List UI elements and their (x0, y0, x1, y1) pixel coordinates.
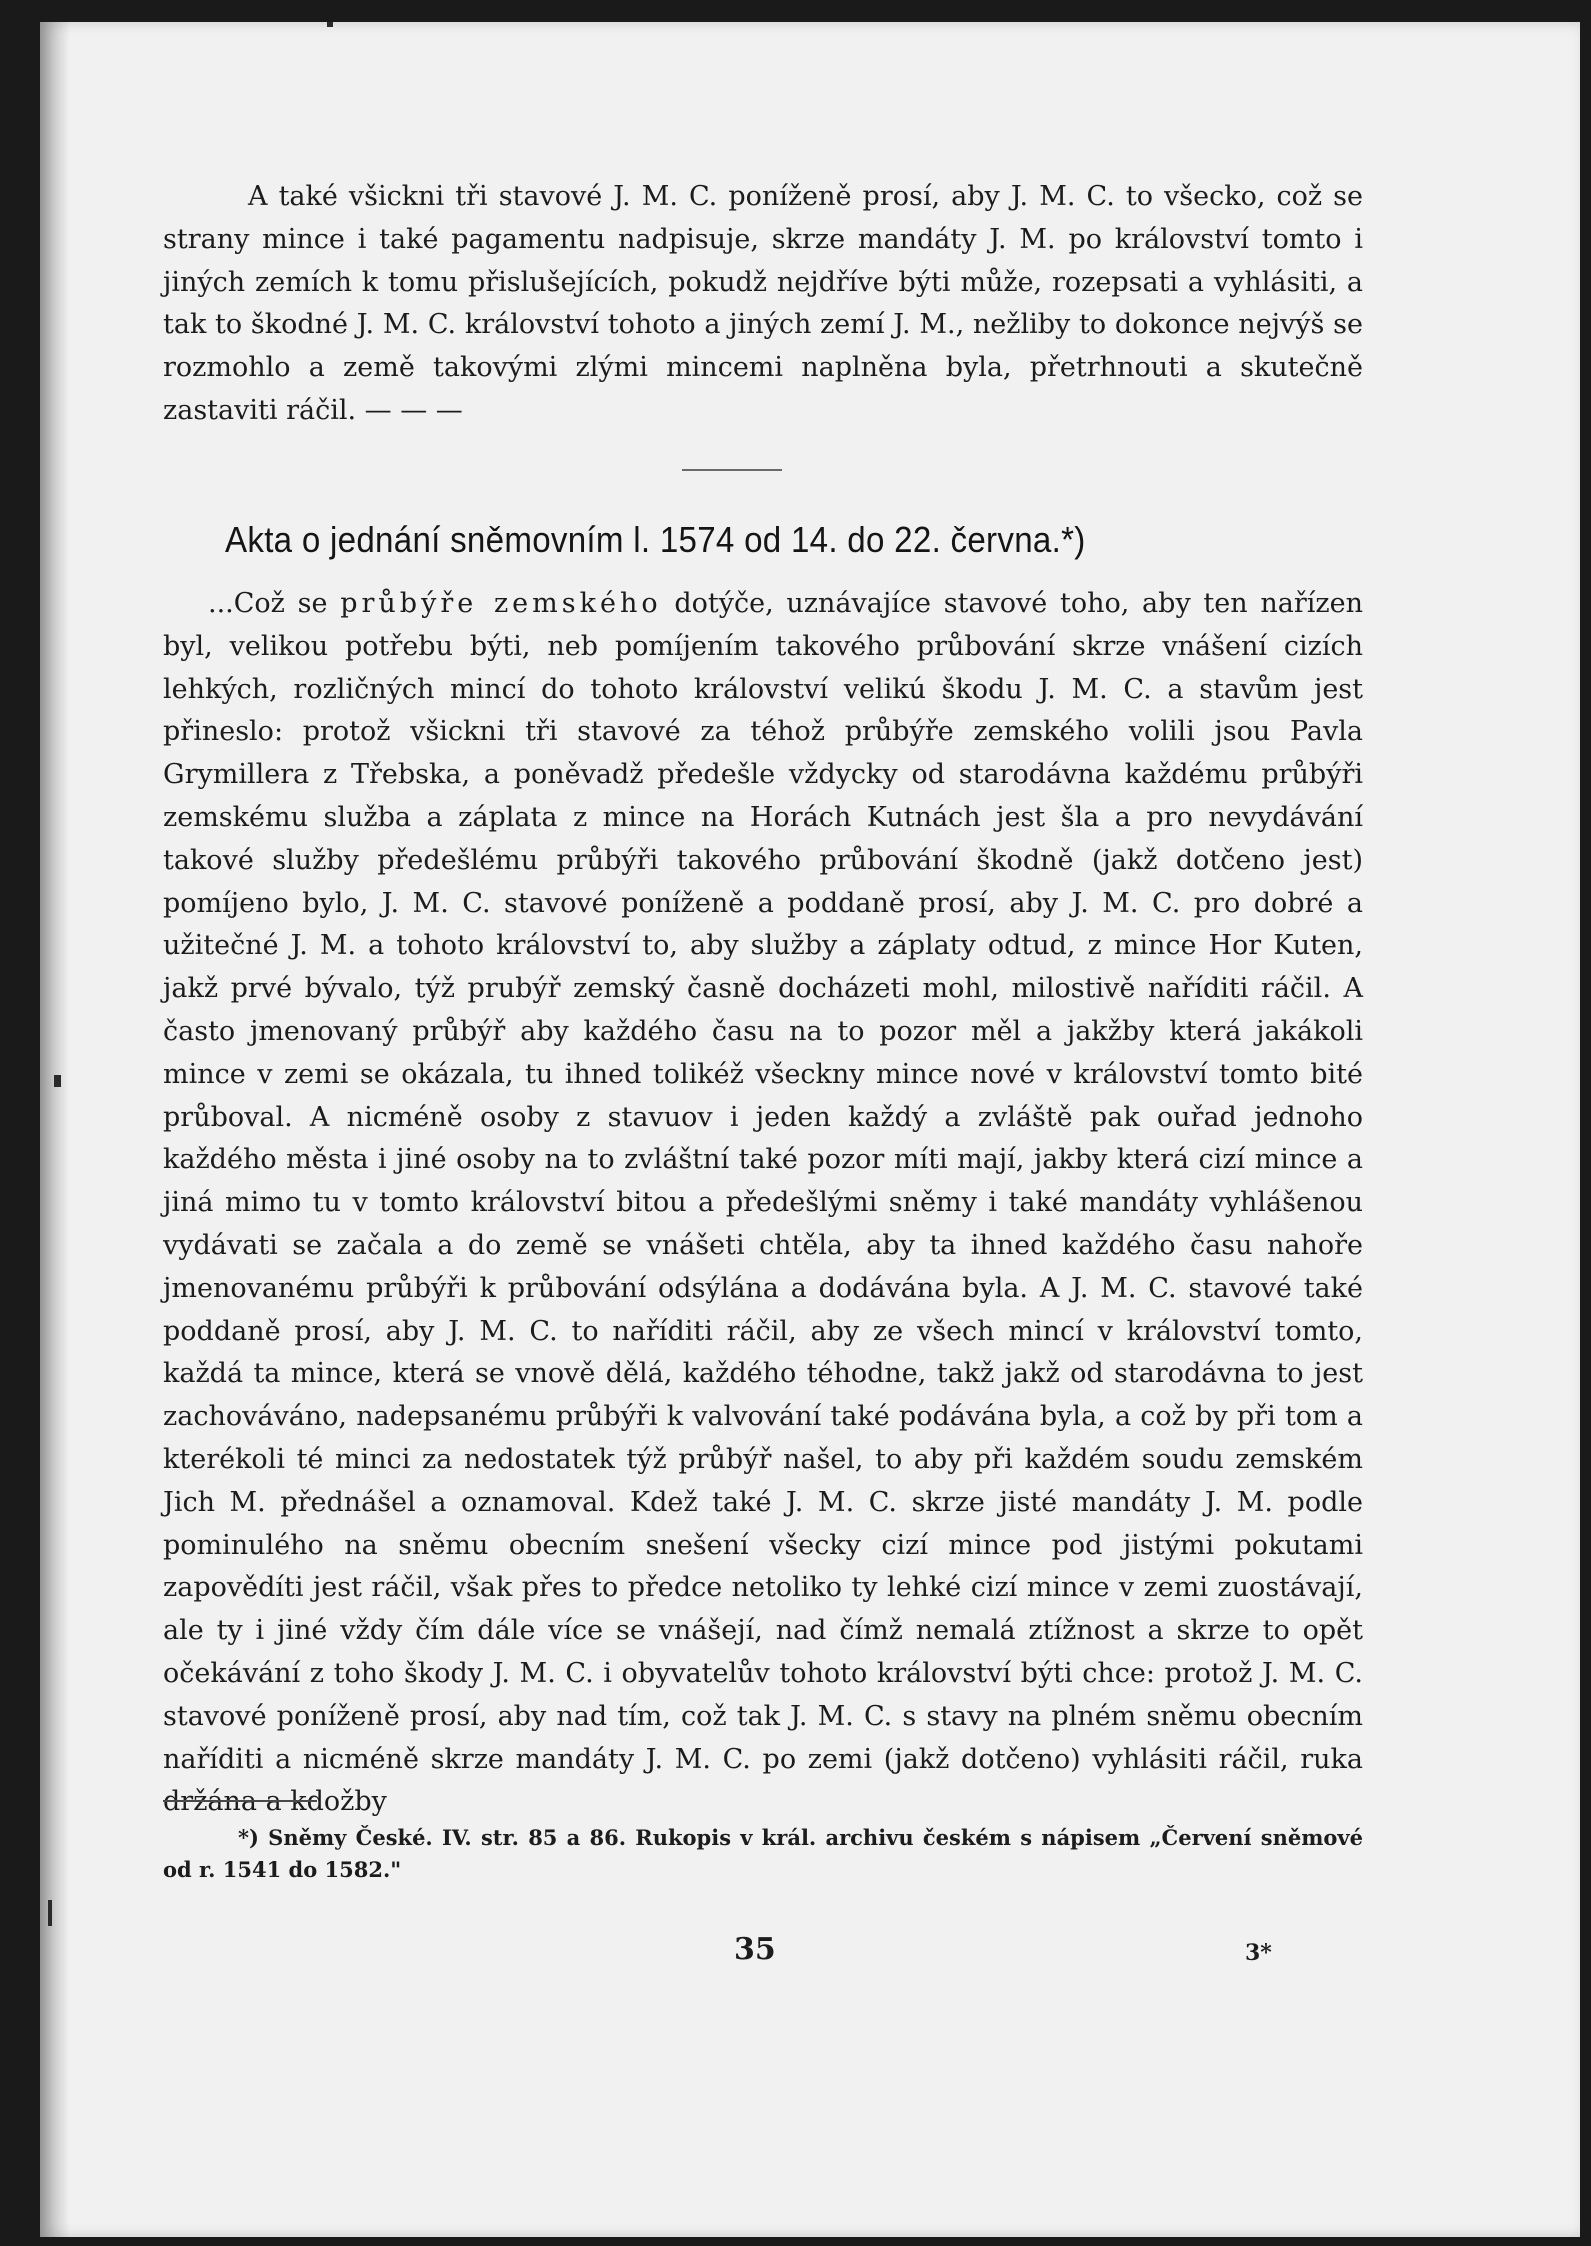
intro-paragraph-text: A také všickni tři stavové J. M. C. poníženě prosí, aby J. M. C. to všecko, což se strany mince i také pagamentu nadpisuje, skrze mandáty J. M. po království tomto i jiných zemích k tomu přislušejících, pokudž nejdříve býti může, rozepsati a vyhlásiti, a tak to škodné J. M. C. království tohoto a jiných zemí J. M., nežliby to dokonce nejvýš se rozmohlo a země takovými zlými mincemi naplněna byla, přetrhnouti a skutečně zastaviti ráčil. — — — (163, 181, 1363, 426)
main-paragraph-body (163, 583, 1363, 1824)
main-paragraph (163, 583, 1363, 1824)
section-divider (682, 469, 782, 471)
gutter-shadow (40, 22, 70, 2237)
signature-mark: 3* (1245, 1940, 1272, 1966)
spaced-term: průbýře zemského (340, 588, 662, 619)
footnote: *) Sněmy České. IV. str. 85 a 86. Rukopis v král. archivu českém s nápisem „Červení sněmové od r. 1541 do 1582." (163, 1825, 1363, 1882)
footnote-rule (163, 1800, 317, 1802)
main-paragraph-text: dotýče, uznávajíce stavové toho, aby ten nařízen byl, velikou potřebu býti, neb pomíjením takového průbování skrze vnášení cizích lehkých, rozličných mincí do tohoto království velikú škodu J. M. C. a stavům jest přineslo: protož všickni tři stavové za téhož průbýře zemského volili jsou Pavla Grymillera z Třebska, a poněvadž předešle vždycky od starodávna každému průbýři zemskému služba a záplata z mince na Horách Kutnách jest šla a pro nevydávání takové služby předešlému průbýři takového průbování škodně (jakž dotčeno jest) pomíjeno bylo, J. M. C. stavové poníženě a poddaně prosí, aby J. M. C. pro dobré a užitečné J. M. a tohoto království to, aby služby a záplaty odtud, z mince Hor Kuten, jakž prvé bývalo, týž prubýř zemský časně docházeti mohl, milostivě naříditi ráčil. A často jmenovaný průbýř aby každého času na to pozor měl a jakžby která jakákoli mince v zemi se okázala, tu ihned tolikéž všeckny mince nové v království tomto bité průboval. A nicméně osoby z stavuov i jeden každý a zvláště pak ouřad jednoho každého města i jiné osoby na to zvláštní také pozor míti mají, jakby která cizí mince a jiná mimo tu v tomto království bitou a předešlými sněmy i také mandáty vyhlášenou vydávati se začala a do země se vnášeti chtěla, aby ta ihned každého času nahoře jmenovanému průbýři k průbování odsýlána a dodávána byla. A J. M. C. stavové také poddaně prosí, aby J. M. C. to naříditi ráčil, aby ze všech mincí v království tomto, každá ta mince, která se vnově dělá, každého téhodne, takž jakž od starodávna to jest zachováváno, nadepsanému průbýři k valvování také podávána byla, a což by při tom a kterékoli té minci za nedostatek týž průbýř našel, to aby při každém soudu zemském Jich M. přednášel a oznamoval. Kdež také J. M. C. skrze jisté mandáty J. M. podle pominulého na sněmu obecním snešení všecky cizí mince pod jistými pokutami zapovědíti jest ráčil, však přes to předce netoliko ty lehké cizí mince v zemi zuostávají, ale ty i jiné vždy čím dále více se vnášejí, nad čímž nemalá ztížnost a skrze to opět očekávání z toho škody J. M. C. i obyvatelův tohoto království býti chce: protož J. M. C. stavové poníženě prosí, aby nad tím, což tak J. M. C. s stavy na plném sněmu obecním naříditi a nicméně skrze mandáty J. M. C. po zemi (jakž dotčeno) vyhlásiti ráčil, ruka držána a kdožby (163, 588, 1364, 1818)
section-title: Akta o jednání sněmovním l. 1574 od 14. do 22. června.*) (225, 519, 1086, 560)
scan-speck (327, 22, 333, 27)
main-lead: ...Což se (208, 588, 328, 619)
scan-speck (54, 1075, 61, 1087)
scan-speck (48, 1900, 52, 1926)
page-number: 35 (734, 1932, 776, 1967)
intro-paragraph (163, 176, 1363, 433)
